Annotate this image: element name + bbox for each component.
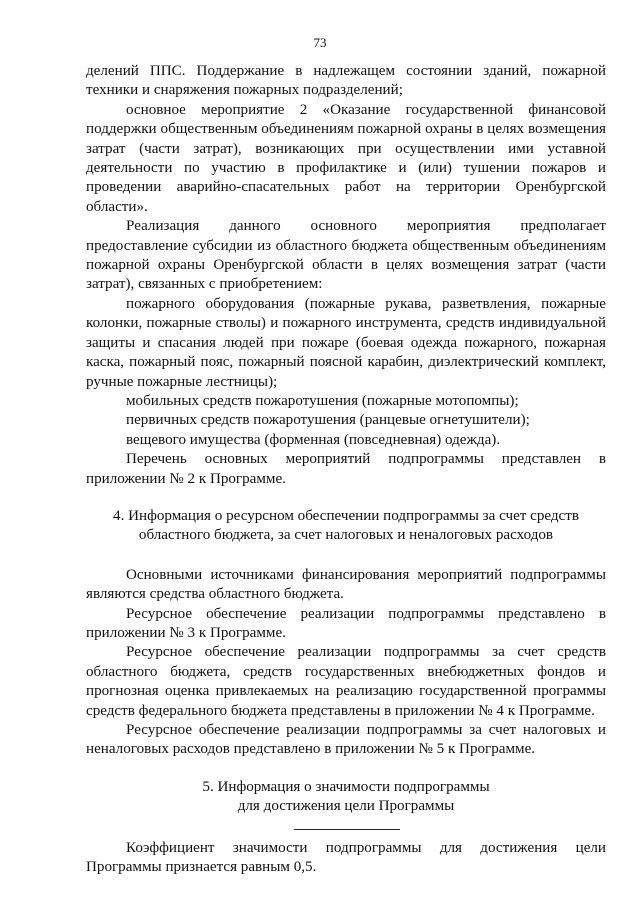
paragraph: делений ППС. Поддержание в надлежащем состоянии зданий, пожарной техники и снаряжения пожарных подразделений;	[86, 63, 606, 99]
section-heading	[86, 507, 606, 546]
paragraph: Ресурсное обеспечение реализации подпрограммы представлено в приложении № 3 к Программе.	[86, 605, 606, 641]
paragraph: Основными источниками финансирования мероприятий подпрограммы являются средства областного бюджета.	[86, 566, 606, 603]
paragraph: вещевого имущества (форменная (повседневная) одежда).	[126, 431, 501, 448]
paragraph: Реализация данного основного мероприятия предполагает предоставление субсидии из областного бюджета общественным объединениям пожарной охраны Оренбургской области в целях возмещения затрат (части затрат), связанных с приобретением:	[86, 218, 606, 293]
section-heading-line: для достижения цели Программы	[237, 798, 455, 815]
section-heading-line: областного бюджета, за счет налоговых и неналоговых расходов	[138, 527, 554, 544]
section-heading-line: 5. Информация о значимости подпрограммы	[202, 778, 490, 795]
paragraph: первичных средств пожаротушения (ранцевые огнетушители);	[126, 412, 530, 429]
paragraph: мобильных средств пожаротушения (пожарные мотопомпы);	[126, 392, 519, 409]
document-body	[86, 62, 606, 877]
page-number: 73	[313, 35, 327, 50]
paragraph: Коэффициент значимости подпрограммы для достижения цели Программы признается равным 0,5.	[86, 839, 606, 876]
paragraph: Перечень основных мероприятий подпрограммы представлен в приложении № 2 к Программе.	[86, 451, 606, 487]
paragraph: Ресурсное обеспечение реализации подпрограммы за счет средств областного бюджета, средств государственных внебюджетных фондов и прогнозная оценка привлекаемых на реализацию государственной программы средств федерального бюджета представлены в приложении № 4 к Программе.	[86, 644, 606, 719]
paragraph: основное мероприятие 2 «Оказание государственной финансовой поддержки общественным объединениям пожарной охраны в целях возмещения затрат (части затрат), возникающих при осуществлении ими уставной деятельности по участию в профилактике и (или) тушении пожаров и проведении аварийно-спасательных работ на территории Оренбургской области».	[86, 101, 606, 215]
paragraph: Ресурсное обеспечение реализации подпрограммы за счет налоговых и неналоговых расходов представлено в приложении № 5 к Программе.	[86, 722, 606, 758]
divider	[294, 829, 400, 830]
paragraph: пожарного оборудования (пожарные рукава, разветвления, пожарные колонки, пожарные стволы) и пожарного инструмента, средств индивидуальной защиты и спасания людей при пожаре (боевая одежда пожарного, пожарная каска, пожарный пояс, пожарный поясной карабин, диэлектрический комплект, ручные пожарные лестницы);	[86, 295, 606, 390]
section-heading	[86, 778, 606, 817]
section-heading-line: 4. Информация о ресурсном обеспечении подпрограммы за счет средств	[113, 507, 579, 524]
